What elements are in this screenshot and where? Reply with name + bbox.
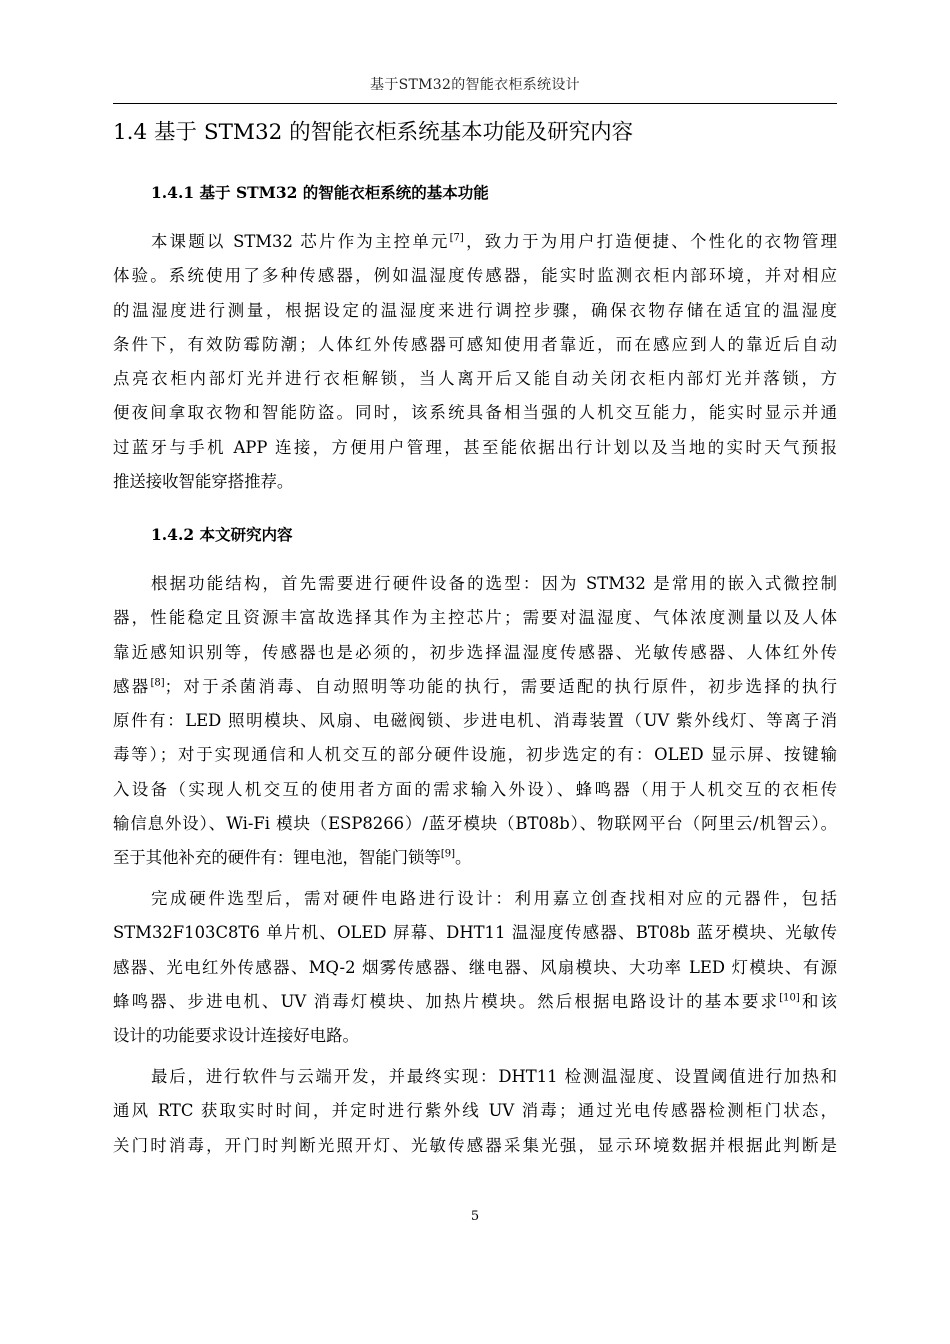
text-line: 感器、光电红外传感器、MQ-2 烟雾传感器、继电器、风扇模块、大功率 LED 灯模块、有源 [113,957,837,977]
subsection-title-1-4-1: 1.4.1 基于 STM32 的智能衣柜系统的基本功能 [151,183,489,202]
citation-marker: [8] [150,677,165,689]
text-line: 设计的功能要求设计连接好电路。 [113,1026,359,1046]
paragraph-basic-functions [113,225,837,499]
section-title: 1.4 基于 STM32 的智能衣柜系统基本功能及研究内容 [113,120,634,145]
text-line: 靠近感知识别等，传感器也是必须的，初步选择温湿度传感器、光敏传感器、人体红外传 [113,642,837,662]
text-line: 的温湿度进行测量，根据设定的温湿度来进行调控步骤，确保衣物存储在适宜的温湿度 [113,300,837,320]
text-line: 本课题以 STM32 芯片作为主控单元[7]，致力于为用户打造便捷、个性化的衣物管理 [151,232,837,251]
text-line: STM32F103C8T6 单片机、OLED 屏幕、DHT11 温湿度传感器、BT08b 蓝牙模块、光敏传 [113,923,837,943]
paragraph-software-development [113,1060,837,1163]
text-line: 根据功能结构，首先需要进行硬件设备的选型：因为 STM32 是常用的嵌入式微控制 [151,574,837,593]
running-header: 基于STM32的智能衣柜系统设计 [370,77,580,93]
text-line: 推送接收智能穿搭推荐。 [113,472,294,492]
citation-marker: [7] [449,232,464,244]
text-line: 至于其他补充的硬件有：锂电池，智能门锁等[9]。 [113,848,472,868]
text-line: 点亮衣柜内部灯光并进行衣柜解锁，当人离开后又能自动关闭衣柜内部灯光并落锁，方 [113,369,837,389]
subsection-title-1-4-2: 1.4.2 本文研究内容 [151,525,293,544]
citation-marker: [10] [779,992,800,1004]
text-line: 体验。系统使用了多种传感器，例如温湿度传感器，能实时监测衣柜内部环境，并对相应 [113,266,837,286]
text-line: 最后，进行软件与云端开发，并最终实现：DHT11 检测温湿度、设置阈值进行加热和 [151,1067,837,1086]
text-line: 毒等）；对于实现通信和人机交互的部分硬件设施，初步选定的有：OLED 显示屏、按键输 [113,745,837,765]
page-number: 5 [470,1209,480,1224]
text-line: 输信息外设）、Wi-Fi 模块（ESP8266）/蓝牙模块（BT08b）、物联网平台（阿里云/机智云）。 [113,814,837,834]
text-line: 器，性能稳定且资源丰富故选择其作为主控芯片；需要对温湿度、气体浓度测量以及人体 [113,608,837,628]
text-line: 关门时消毒，开门时判断光照开灯、光敏传感器采集光强，显示环境数据并根据此判断是 [113,1135,837,1155]
text-line: 便夜间拿取衣物和智能防盗。同时，该系统具备相当强的人机交互能力，能实时显示并通 [113,403,837,423]
text-line: 蜂鸣器、步进电机、UV 消毒灯模块、加热片模块。然后根据电路设计的基本要求[10]和该 [113,991,837,1011]
citation-marker: [9] [440,848,455,860]
text-line: 感器[8]；对于杀菌消毒、自动照明等功能的执行，需要适配的执行原件，初步选择的执行 [113,676,837,696]
text-line: 条件下，有效防霉防潮；人体红外传感器可感知使用者靠近，而在感应到人的靠近后自动 [113,334,837,354]
paragraph-hardware-selection [113,567,837,876]
text-line: 完成硬件选型后，需对硬件电路进行设计：利用嘉立创查找相对应的元器件，包括 [151,889,837,908]
header-rule [113,103,837,104]
text-line: 通风 RTC 获取实时时间，并定时进行紫外线 UV 消毒；通过光电传感器检测柜门状态， [113,1101,837,1121]
text-line: 过蓝牙与手机 APP 连接，方便用户管理，甚至能依据出行计划以及当地的实时天气预报 [113,437,837,457]
text-line: 入设备（实现人机交互的使用者方面的需求输入外设）、蜂鸣器（用于人机交互的衣柜传 [113,779,837,799]
paragraph-circuit-design [113,882,837,1053]
text-line: 原件有：LED 照明模块、风扇、电磁阀锁、步进电机、消毒装置（UV 紫外线灯、等离子消 [113,711,837,731]
